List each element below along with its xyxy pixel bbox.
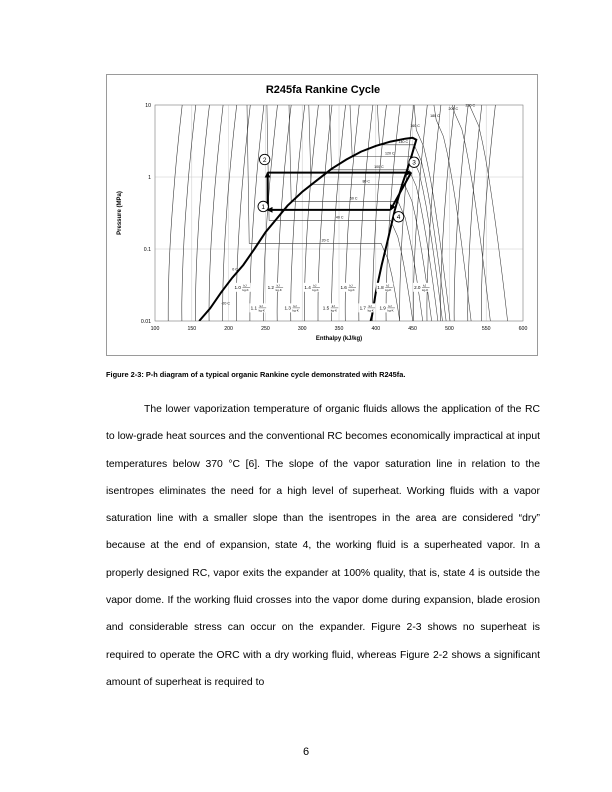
- y-tick-label: 1: [148, 175, 151, 181]
- isentrope-label-value: 2.0: [414, 284, 421, 290]
- isotherm-line: [469, 105, 510, 340]
- figure-chart: [106, 74, 538, 356]
- isentrope-label-unit-top: kJ: [423, 283, 427, 288]
- isentrope-label-unit-top: kJ: [331, 304, 335, 309]
- isentrope-label-unit-top: kJ: [386, 283, 390, 288]
- x-tick-label: 600: [518, 326, 528, 332]
- isentrope-label-unit-top: kJ: [368, 304, 372, 309]
- isentrope-label-value: 1.4: [304, 284, 311, 290]
- isentrope-label-value: 1.6: [340, 284, 347, 290]
- isentrope-label-unit-bottom: kg-K: [387, 308, 394, 313]
- isentrope-label-value: 1.5: [322, 305, 330, 311]
- x-tick-label: 300: [297, 326, 307, 332]
- isentrope-label-unit-top: kJ: [243, 283, 247, 288]
- isentrope-label-unit-bottom: kg-K: [275, 288, 282, 293]
- x-tick-label: 350: [334, 326, 344, 332]
- isentrope-line: [195, 105, 209, 321]
- isotherm-label: 200 C: [448, 106, 459, 111]
- isentrope-label-unit-top: kJ: [388, 304, 392, 309]
- isentrope-line: [468, 105, 482, 321]
- isotherm-label: 60 C: [349, 196, 358, 201]
- isentrope-line: [168, 105, 182, 321]
- isotherm-label: 20 C: [321, 238, 330, 243]
- isentrope-label-unit-top: kJ: [349, 283, 353, 288]
- isentrope-line: [250, 105, 264, 321]
- x-tick-label: 100: [150, 326, 160, 332]
- isentrope-label-unit-bottom: kg-K: [312, 288, 319, 293]
- x-tick-label: 250: [261, 326, 270, 332]
- isentrope-label-unit-bottom: kg-K: [348, 288, 355, 293]
- x-tick-label: 150: [187, 326, 197, 332]
- x-axis-title: Enthalpy (kJ/kg): [315, 336, 363, 342]
- x-tick-label: 450: [408, 326, 417, 332]
- y-tick-label: 10: [145, 103, 151, 109]
- x-tick-label: 500: [445, 326, 454, 332]
- y-tick-label: 0.1: [143, 247, 151, 253]
- isentrope-line: [359, 105, 373, 321]
- isentrope-label-value: 1.1: [250, 305, 258, 311]
- cycle-process-3-4: [391, 173, 412, 210]
- isotherm-label: 40 C: [335, 215, 344, 220]
- body-text: [106, 396, 540, 696]
- state-label-4: 4: [396, 214, 401, 222]
- isentrope-label-value: 1.9: [379, 305, 386, 311]
- state-label-2: 2: [262, 156, 267, 164]
- isotherm-line: [247, 105, 419, 357]
- chart-title: R245fa Rankine Cycle: [265, 84, 381, 96]
- isentrope-label-value: 1.2: [267, 284, 274, 290]
- isotherm-line: [289, 105, 436, 357]
- isotherm-label: 120 C: [385, 151, 395, 156]
- body-paragraph: The lower vaporization temperature of organic fluids allows the application of the RC to low-grade heat sources and the conventional RC becomes economically impractical at input temperatures below 370 °C [6]. The slope of the vapor saturation line in relation to the isentropes eliminates the need for a high level of superheat. Working fluids with a vapor saturation line with a smaller slope than the isentropes in the area are considered “dry” because at the end of expansion, state 4, the working fluid is a superheated vapor. In a properly designed RC, vapor exits the expander at 100% quality, that is, state 4 is outside the vapor dome. If the working fluid crosses into the vapor dome during expansion, blade erosion and considerable stress can occur on the expander. Figure 2-3 shows no superheat is required to operate the ORC with a dry working fluid, whereas Figure 2-2 shows a significant amount of superheat is required to: [106, 404, 540, 688]
- isentrope-label-unit-top: kJ: [293, 304, 297, 309]
- x-tick-label: 400: [371, 326, 381, 332]
- isentrope-line: [454, 105, 468, 321]
- isotherm-label-low: -20 C: [221, 301, 231, 306]
- isotherm-label: 180 C: [430, 113, 440, 118]
- ph-diagram: [107, 75, 539, 357]
- isentrope-label-unit-bottom: kg-K: [422, 288, 429, 293]
- isotherm-label: 140 C: [398, 139, 409, 144]
- isentrope-label-unit-bottom: kg-K: [385, 288, 392, 293]
- isotherm-label: 220 C: [465, 103, 476, 108]
- isentrope-line: [209, 105, 223, 321]
- y-axis-title: Pressure (MPa): [117, 191, 123, 235]
- isotherm-label: 160 C: [410, 123, 420, 128]
- isentrope-label-unit-top: kJ: [313, 283, 317, 288]
- state-label-3: 3: [412, 159, 416, 167]
- isotherm-label: 80 C: [362, 179, 371, 184]
- isentrope-line: [291, 105, 305, 321]
- x-tick-label: 200: [224, 326, 233, 332]
- isentrope-label-unit-bottom: kg-K: [258, 308, 265, 313]
- isentrope-label-unit-bottom: kg-K: [367, 308, 374, 313]
- isentrope-label-value: 1.7: [359, 305, 366, 311]
- isentrope-line: [441, 105, 455, 321]
- isotherm-label: 100 C: [374, 164, 384, 169]
- isentrope-label-unit-bottom: kg-K: [330, 308, 337, 313]
- isentrope-label-unit-bottom: kg-K: [242, 288, 249, 293]
- isentrope-label-unit-bottom: kg-K: [292, 308, 299, 313]
- isentrope-label-unit-top: kJ: [276, 283, 280, 288]
- page-number: 6: [302, 746, 310, 758]
- isentrope-label-value: 1.8: [377, 284, 384, 290]
- state-label-1: 1: [261, 203, 266, 211]
- figure-caption: Figure 2-3: P-h diagram of a typical organic Rankine cycle demonstrated with R245fa.: [106, 370, 406, 379]
- isentrope-label-unit-top: kJ: [259, 304, 263, 309]
- isentrope-line: [481, 105, 495, 321]
- isentrope-label-value: 1.3: [284, 305, 291, 311]
- isentrope-line: [182, 105, 196, 321]
- isentrope-label-value: 1.0: [234, 284, 241, 290]
- isotherm-label-low: 0 C: [232, 267, 238, 272]
- x-tick-label: 550: [481, 326, 491, 332]
- isotherm-line: [452, 105, 493, 343]
- y-tick-label: 0.01: [140, 319, 151, 325]
